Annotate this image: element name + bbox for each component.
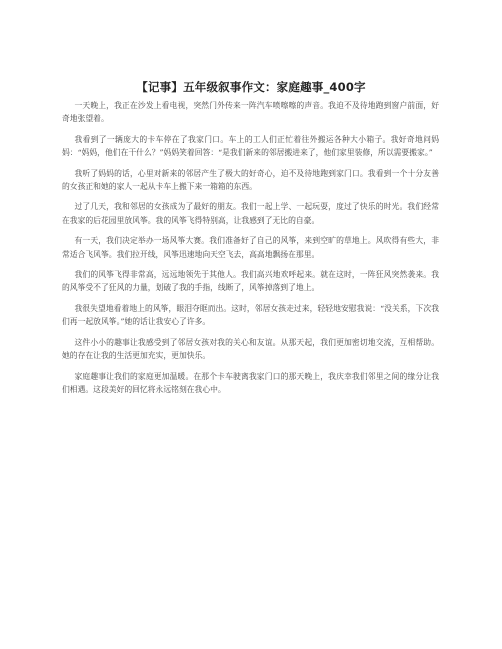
document-body	[62, 99, 439, 403]
paragraph: 过了几天，我和邻居的女孩成为了最好的朋友。我们一起上学、一起玩耍，度过了快乐的时光。我们经常在我家的后花园里放风筝。我的风筝飞得特别高，让我感到了无比的自豪。	[62, 202, 439, 225]
paragraph: 家庭趣事让我们的家庭更加温暖。在那个卡车驶离我家门口的那天晚上，我庆幸我们邻里之间的缘分让我们相遇。这段美好的回忆将永远铭刻在我心中。	[62, 371, 439, 394]
paragraph: 有一天，我们决定举办一场风筝大赛。我们准备好了自己的风筝，来到空旷的草地上。风吹得有些大，非常适合飞风筝。我们拉开线，风筝迅速地向天空飞去，高高地飘扬在那里。	[62, 236, 439, 259]
document-title: 【记事】五年级叙事作文：家庭趣事_400字	[136, 80, 366, 94]
paragraph: 我很失望地看着地上的风筝，眼泪夺眶而出。这时，邻居女孩走过来，轻轻地安慰我说：“没关系，下次我们再一起放风筝。”她的话让我安心了许多。	[62, 303, 439, 327]
paragraph: 一天晚上，我正在沙发上看电视，突然门外传来一阵汽车喷嚓嚓的声音。我迫不及待地跑到窗户前面，好奇地张望着。	[62, 101, 439, 124]
paragraph: 我听了妈妈的话，心里对新来的邻居产生了极大的好奇心，迫不及待地跑到家门口。我看到一个十分友善的女孩正和她的家人一起从卡车上搬下来一箱箱的东西。	[62, 168, 439, 192]
paragraph: 我看到了一辆庞大的卡车停在了我家门口。车上的工人们正忙着往外搬运各种大小箱子。我好奇地问妈妈：“妈妈，他们在干什么？”妈妈笑着回答：“是我们新来的邻居搬进来了，他们家里装修，所以需要搬家。”	[62, 134, 439, 158]
paragraph: 这件小小的趣事让我感受到了邻居女孩对我的关心和友谊。从那天起，我们更加密切地交流，互相帮助。她的存在让我的生活更加充实，更加快乐。	[62, 337, 439, 361]
paragraph: 我们的风筝飞得非常高，远远地领先于其他人。我们高兴地欢呼起来。就在这时，一阵狂风突然袭来。我的风筝受不了狂风的力量，划破了我的手指，线断了，风筝掉落到了地上。	[62, 270, 439, 293]
